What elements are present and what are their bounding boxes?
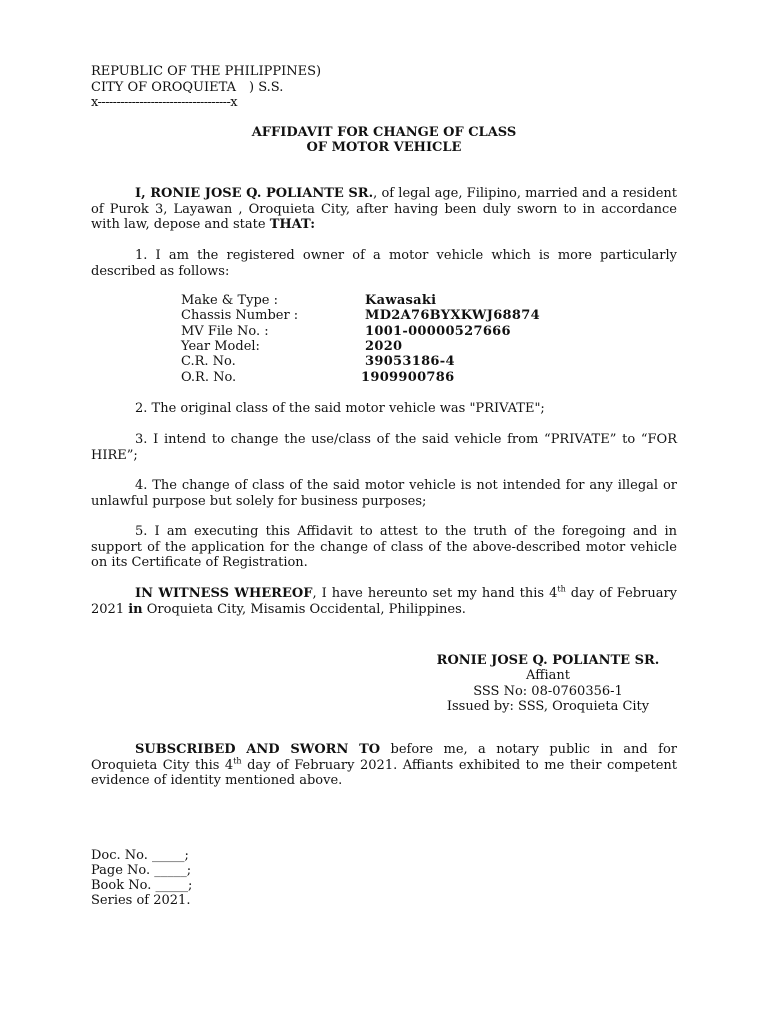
paragraph-4-text: 4. The change of class of the said motor vehicle is not intended for any illegal or unlawful purpose but solely for business purposes; [91, 478, 677, 509]
intro-text: , of legal age, Filipino, married and a resident of Purok 3, Layawan , Oroquieta City, after having been duly sworn to in accordance with law, depose and state [91, 186, 677, 232]
witness-sup: th [557, 584, 566, 594]
paragraph-5 [91, 524, 677, 571]
year-model-value: 2020 [365, 339, 403, 354]
or-label: O.R. No. [181, 370, 237, 385]
venue-ss: ) S.S. [249, 80, 284, 95]
mv-file-label: MV File No. : [181, 324, 269, 339]
affiant-name-intro: I, RONIE JOSE Q. POLIANTE SR. [135, 186, 374, 201]
cr-label: C.R. No. [181, 354, 236, 369]
affiant-sss-issued: Issued by: SSS, Oroquieta City [446, 699, 650, 714]
paragraph-4 [91, 478, 677, 509]
document-title-line1: AFFIDAVIT FOR CHANGE OF CLASS [251, 125, 517, 140]
paragraph-2 [91, 401, 677, 417]
witness-text-1: , I have hereunto set my hand this 4 [312, 586, 558, 601]
jurat-paragraph [91, 742, 677, 789]
year-model-label: Year Model: [181, 339, 260, 354]
jurat-text-1: before me, a notary public in and for Oroquieta City this 4 [91, 742, 677, 773]
or-value: 1909900786 [361, 370, 455, 385]
venue-republic: REPUBLIC OF THE PHILIPPINES) [91, 64, 322, 79]
jurat-text-2: day of February 2021. Affiants exhibited to me their competent evidence of identity mentioned above. [91, 757, 677, 788]
paragraph-1 [91, 248, 677, 279]
paragraph-1-text: 1. I am the registered owner of a motor vehicle which is more particularly described as follows: [91, 248, 677, 279]
notary-page-no: Page No. _____; [91, 863, 192, 878]
make-label: Make & Type : [181, 293, 279, 308]
intro-paragraph [91, 186, 677, 233]
mv-file-value: 1001-00000527666 [365, 324, 511, 339]
venue-city: CITY OF OROQUIETA [91, 80, 236, 95]
paragraph-5-text: 5. I am executing this Affidavit to attest to the truth of the foregoing and in support of the application for the change of class of the above-described motor vehicle on its Certificate of Registration. [91, 524, 677, 570]
affiant-signature-name: RONIE JOSE Q. POLIANTE SR. [436, 653, 660, 668]
document-title-line2: OF MOTOR VEHICLE [306, 140, 462, 155]
chassis-value: MD2A76BYXKWJ68874 [365, 308, 540, 323]
witness-paragraph [91, 586, 677, 617]
witness-in: in [128, 601, 143, 617]
notary-doc-no: Doc. No. _____; [91, 848, 189, 863]
witness-text-2: day of February 2021 [91, 586, 678, 617]
affiant-sss-number: SSS No: 08-0760356-1 [473, 684, 623, 699]
venue-divider: x-----------------------------------x [91, 95, 237, 110]
notary-book-no: Book No. _____; [91, 878, 193, 893]
paragraph-2-text: 2. The original class of the said motor vehicle was "PRIVATE"; [135, 401, 545, 416]
witness-heading: IN WITNESS WHEREOF [135, 586, 313, 601]
jurat-heading: SUBSCRIBED AND SWORN TO [135, 742, 381, 757]
notary-series: Series of 2021. [91, 893, 191, 908]
witness-text-3: Oroquieta City, Misamis Occidental, Philippines. [142, 601, 466, 617]
cr-value: 39053186-4 [365, 354, 455, 369]
intro-that: THAT: [269, 217, 316, 232]
chassis-label: Chassis Number : [181, 308, 299, 323]
jurat-sup: th [233, 756, 242, 766]
make-value: Kawasaki [365, 293, 437, 308]
paragraph-3 [91, 432, 677, 463]
affiant-role: Affiant [526, 668, 570, 683]
paragraph-3-text: 3. I intend to change the use/class of the said vehicle from “PRIVATE” to “FOR HIRE”; [91, 432, 677, 463]
